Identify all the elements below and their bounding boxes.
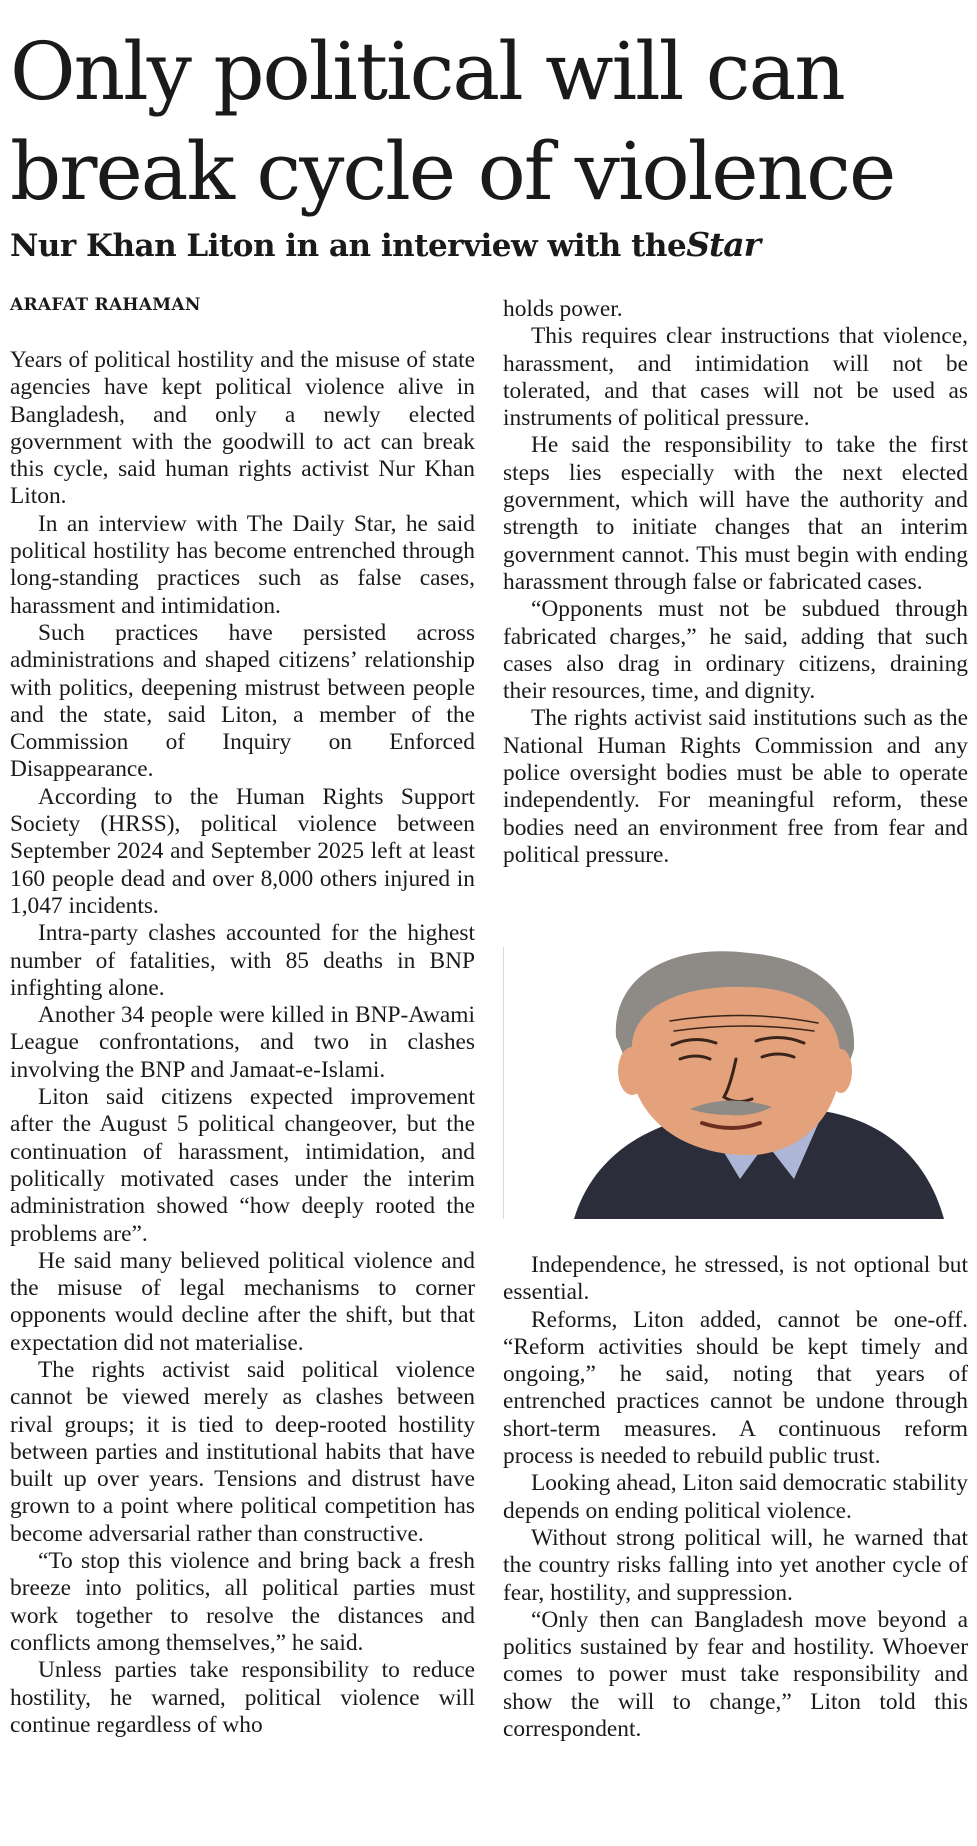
headline — [10, 22, 970, 222]
paragraph: This requires clear instructions that violence, harassment, and intimidation will not be tolerated, and that cases will not be used as instruments of political pressure. — [503, 323, 968, 432]
portrait-illustration — [503, 947, 969, 1219]
paragraph: The rights activist said institutions such as the National Human Rights Commission and any police oversight bodies must be able to operate independently. For meaningful reform, these bodies need an environment free from fear and political pressure. — [503, 705, 968, 868]
daily-star-logo: Star — [686, 225, 761, 264]
subheadline-text: Nur Khan Liton in an interview with the — [10, 228, 687, 264]
paragraph: The rights activist said political violence cannot be viewed merely as clashes between rival groups; it is tied to deep-rooted hostility between parties and institutional habits that have built up over years. Tensions and distrust have grown to a point where political competition has become adversarial rather than constructive. — [10, 1356, 475, 1547]
paragraph: Independence, he stressed, is not optional but essential. — [503, 1252, 968, 1306]
paragraph: holds power. — [503, 296, 623, 322]
paragraph: Reforms, Liton added, cannot be one-off. “Reform activities should be kept timely and ongoing,” he said, noting that years of entrenched practices cannot be undone through short-term measures. A continuous reform process is needed to rebuild public trust. — [503, 1306, 968, 1470]
paragraph: “Only then can Bangladesh move beyond a politics sustained by fear and hostility. Whoever comes to power must take responsibility and show the will to change,” Liton told this correspondent. — [503, 1606, 968, 1743]
byline: ARAFAT RAHAMAN — [10, 295, 201, 315]
article-column-3 — [503, 1252, 968, 1743]
paragraph: “Opponents must not be subdued through fabricated charges,” he said, adding that such cases also drag in ordinary citizens, draining their resources, time, and dignity. — [503, 596, 968, 705]
paragraph: In an interview with The Daily Star, he said political hostility has become entrenched through long-standing practices such as false cases, harassment and intimidation. — [10, 510, 475, 619]
paragraph: According to the Human Rights Support Society (HRSS), political violence between September 2024 and September 2025 left at least 160 people dead and over 8,000 others injured in 1,047 incidents. — [10, 783, 475, 919]
headline-line-2: break cycle of violence — [10, 125, 895, 218]
paragraph: “To stop this violence and bring back a fresh breeze into politics, all political parties must work together to resolve the distances and conflicts among themselves,” he said. — [10, 1548, 475, 1656]
paragraph: Liton said citizens expected improvement after the August 5 political changeover, but the continuation of harassment, intimidation, and politically motivated cases under the interim administration showed “how deeply rooted the problems are”. — [10, 1084, 475, 1247]
paragraph: Such practices have persisted across administrations and shaped citizens’ relationship with politics, deepening mistrust between people and the state, said Liton, a member of the Commission of Inquiry on Enforced Disappearance. — [10, 619, 475, 783]
paragraph: Looking ahead, Liton said democratic stability depends on ending political violence. — [503, 1470, 968, 1524]
headline-line-1: Only political will can — [10, 25, 844, 118]
paragraph: Intra-party clashes accounted for the highest number of fatalities, with 85 deaths in BNP infighting alone. — [10, 920, 475, 1001]
paragraph: He said the responsibility to take the first steps lies especially with the next elected government, which will have the authority and strength to initiate changes that an interim government cannot. This must begin with ending harassment through false or fabricated cases. — [503, 432, 968, 595]
paragraph: He said many believed political violence and the misuse of legal mechanisms to corner opponents would decline after the shift, but that expectation did not materialise. — [10, 1247, 475, 1356]
subheadline — [10, 225, 970, 266]
portrait-drawing — [504, 947, 969, 1219]
paragraph: Without strong political will, he warned that the country risks falling into yet another cycle of fear, hostility, and suppression. — [503, 1524, 968, 1606]
paragraph: Another 34 people were killed in BNP-Awami League confrontations, and two in clashes involving the BNP and Jamaat-e-Islami. — [10, 1002, 475, 1083]
article-column-2 — [503, 296, 968, 869]
paragraph: Years of political hostility and the misuse of state agencies have kept political violence alive in Bangladesh, and only a newly elected government with the goodwill to act can break this cycle, said human rights activist Nur Khan Liton. — [10, 347, 475, 510]
article-column-1 — [10, 347, 475, 1739]
paragraph: Unless parties take responsibility to reduce hostility, he warned, political violence will continue regardless of who — [10, 1657, 475, 1738]
